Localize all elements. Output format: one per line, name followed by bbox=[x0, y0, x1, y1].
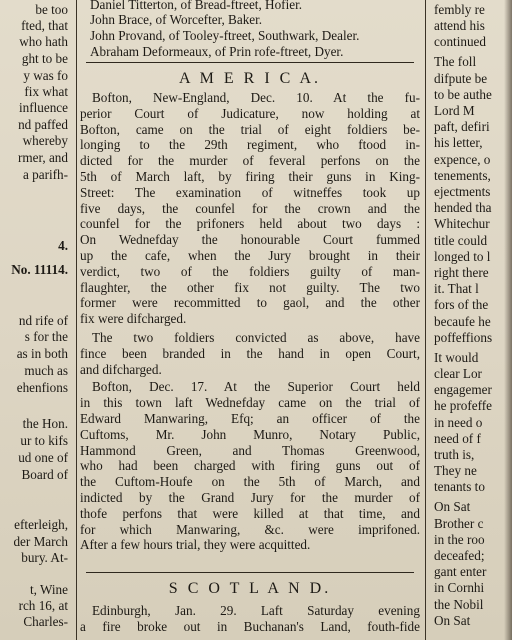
article-line: verdict, two of the foldiers guilty of man- bbox=[80, 263, 420, 279]
article-line: Edward Manwaring, Efq; an officer of the bbox=[80, 411, 420, 426]
right-fragment: longed to l bbox=[434, 248, 491, 264]
left-fragment: 4. bbox=[58, 238, 68, 253]
article-line: 5th of March laft, by firing their guns in King- bbox=[80, 169, 420, 184]
article-line: Bofton, New-England, Dec. 10. At the fu- bbox=[92, 90, 420, 105]
right-fragment: to be authe bbox=[434, 86, 492, 102]
article-line: Bofton, came on the trial of eight foldiers be- bbox=[80, 121, 420, 137]
left-fragment: be too bbox=[35, 2, 68, 17]
article-line: Edinburgh, Jan. 29. Laft Saturday evening bbox=[92, 603, 420, 618]
left-fragment: fix what bbox=[24, 84, 68, 99]
left-fragment: a parifh- bbox=[22, 167, 68, 182]
left-fragment: Board of bbox=[21, 467, 68, 482]
left-fragment: No. 11114. bbox=[11, 262, 68, 277]
right-fragment: ejectments bbox=[434, 184, 491, 199]
right-fragment: in need o bbox=[434, 414, 483, 430]
right-fragment: The foll bbox=[434, 54, 477, 70]
right-fragment: truth is, bbox=[434, 447, 475, 462]
right-fragment: Whitechur bbox=[434, 216, 490, 232]
left-fragment: ght to be bbox=[21, 51, 68, 66]
article-line: for which Manwaring, &c. were imprifoned. bbox=[80, 521, 420, 537]
right-fragment: difpute be bbox=[434, 70, 488, 86]
right-fragment: need of f bbox=[434, 430, 481, 446]
article-line: After a few hours trial, they were acquitted. bbox=[80, 537, 311, 553]
article-line: perior Court of Judicature, now holding at bbox=[80, 105, 420, 121]
right-fragment: the Nobil bbox=[434, 596, 484, 612]
article-line: in this town laft Wednefday came on the trial of bbox=[80, 395, 420, 411]
right-fragment: it. That l bbox=[434, 281, 479, 297]
main-column bbox=[80, 0, 420, 640]
article-line: the Cuftom-Houfe on the 5th of March, and bbox=[80, 474, 420, 490]
scotland-heading: S C O T L A N D. bbox=[168, 580, 332, 597]
right-fragment: clear Lor bbox=[434, 366, 482, 381]
right-fragment: paft, defiri bbox=[434, 119, 490, 135]
section-rule bbox=[86, 62, 414, 63]
right-fragment: tenements, bbox=[434, 167, 491, 183]
left-fragment: the Hon. bbox=[22, 416, 68, 431]
left-fragment: der March bbox=[13, 534, 68, 549]
left-fragment: Charles- bbox=[23, 614, 68, 629]
column-rule-left bbox=[76, 0, 77, 640]
article-line: Hammond Green, and Thomas Greenwood, bbox=[80, 442, 420, 458]
right-fragment: tenants to bbox=[434, 479, 485, 495]
right-fragment: becaufe he bbox=[434, 313, 491, 329]
article-line: dicted for the murder of feveral perfons on the bbox=[80, 153, 420, 169]
article-line: Street: The examination of witneffes took up bbox=[80, 184, 420, 200]
left-fragment: rmer, and bbox=[18, 150, 68, 165]
right-column-fragments bbox=[430, 0, 512, 640]
list-entry: Daniel Titterton, of Bread-ftreet, Hofier. bbox=[90, 0, 303, 12]
section-rule bbox=[86, 572, 414, 573]
article-line: flaughter, the other fix not guilty. The two bbox=[80, 279, 420, 295]
right-fragment: poffeffions bbox=[434, 329, 493, 345]
left-fragment: nd paffed bbox=[18, 117, 68, 132]
left-fragment: whereby bbox=[22, 133, 68, 148]
right-fragment: expence, o bbox=[434, 151, 491, 167]
article-line: counfel for the prifoners held about two days : bbox=[80, 216, 420, 232]
left-fragment: as in both bbox=[16, 346, 68, 361]
right-fragment: his letter, bbox=[434, 135, 483, 151]
right-fragment: attend his bbox=[434, 18, 485, 34]
page-edge-shadow bbox=[504, 0, 512, 640]
left-fragment: who hath bbox=[19, 34, 68, 49]
right-fragment: hended tha bbox=[434, 200, 492, 216]
right-fragment: Lord M bbox=[434, 103, 475, 118]
left-fragment: ud one of bbox=[18, 450, 68, 465]
list-entry: Abraham Deformeaux, of Prin rofe-ftreet, Dyer. bbox=[90, 44, 344, 59]
right-fragment: in the roo bbox=[434, 531, 485, 547]
article-line: fix were difcharged. bbox=[80, 311, 187, 327]
right-fragment: On Sat bbox=[434, 499, 471, 515]
right-fragment: in Cornhi bbox=[434, 580, 485, 596]
left-fragment: s for the bbox=[24, 329, 68, 344]
article-line: longing to the 29th regiment, who ftood in- bbox=[80, 137, 420, 153]
list-entry: John Brace, of Worcefter, Baker. bbox=[90, 12, 263, 27]
right-fragment: Brother c bbox=[434, 515, 484, 531]
left-fragment: efterleigh, bbox=[14, 517, 68, 532]
left-fragment: fted, that bbox=[21, 18, 68, 33]
list-entry: John Provand, of Tooley-ftreet, Southwark, Dealer. bbox=[90, 28, 360, 43]
right-fragment: gant enter bbox=[434, 564, 487, 580]
article-line: thofe perfons that were killed at that time, and bbox=[80, 505, 420, 521]
right-fragment: fors of the bbox=[434, 297, 489, 313]
left-fragment: much as bbox=[24, 363, 68, 378]
column-rule-right bbox=[425, 0, 426, 640]
right-fragment: deceafed; bbox=[434, 548, 485, 563]
right-fragment: he profeffe bbox=[434, 398, 492, 414]
article-line: Bofton, Dec. 17. At the Superior Court held bbox=[92, 379, 420, 395]
right-fragment: right there bbox=[434, 265, 489, 280]
right-fragment: engagemer bbox=[434, 382, 492, 398]
article-line: fince been branded in the hand in open Court, bbox=[80, 345, 420, 361]
right-fragment: title could bbox=[434, 232, 488, 248]
article-line: On Wednefday the honourable Court fummed bbox=[80, 232, 420, 248]
right-fragment: It would bbox=[434, 349, 479, 365]
left-fragment: t, Wine bbox=[29, 582, 68, 597]
article-line: up the cafe, when the Jury brought in their bbox=[80, 248, 420, 263]
left-fragment: influence bbox=[18, 100, 68, 115]
article-line: and difcharged. bbox=[80, 361, 162, 377]
article-line: The two foldiers convicted as above, have bbox=[92, 330, 420, 345]
article-line: former were recommitted to gaol, and the other bbox=[80, 295, 420, 311]
left-fragment: nd rife of bbox=[18, 313, 68, 328]
right-fragment: On Sat bbox=[434, 612, 471, 628]
article-line: who had been charged with firing guns out of bbox=[80, 458, 420, 474]
left-column-fragments bbox=[0, 0, 72, 640]
america-heading: A M E R I C A. bbox=[178, 70, 321, 87]
right-fragment: continued bbox=[434, 34, 487, 50]
article-line: indicted by the Grand Jury for the murder of bbox=[80, 490, 420, 505]
left-fragment: rch 16, at bbox=[18, 598, 68, 613]
left-fragment: bury. At- bbox=[21, 550, 68, 565]
right-fragment: They ne bbox=[434, 463, 477, 479]
left-fragment: ehenfions bbox=[16, 380, 68, 395]
left-fragment: y was fo bbox=[23, 68, 68, 83]
article-line: Cuftoms, Mr. John Munro, Notary Public, bbox=[80, 426, 420, 442]
article-line: a fire broke out in Buchanan's Land, fouth-fide bbox=[80, 619, 420, 634]
right-fragment: fembly re bbox=[434, 2, 485, 17]
article-line: five days, the counfel for the crown and the bbox=[80, 200, 420, 216]
left-fragment: ur to kifs bbox=[20, 433, 68, 448]
